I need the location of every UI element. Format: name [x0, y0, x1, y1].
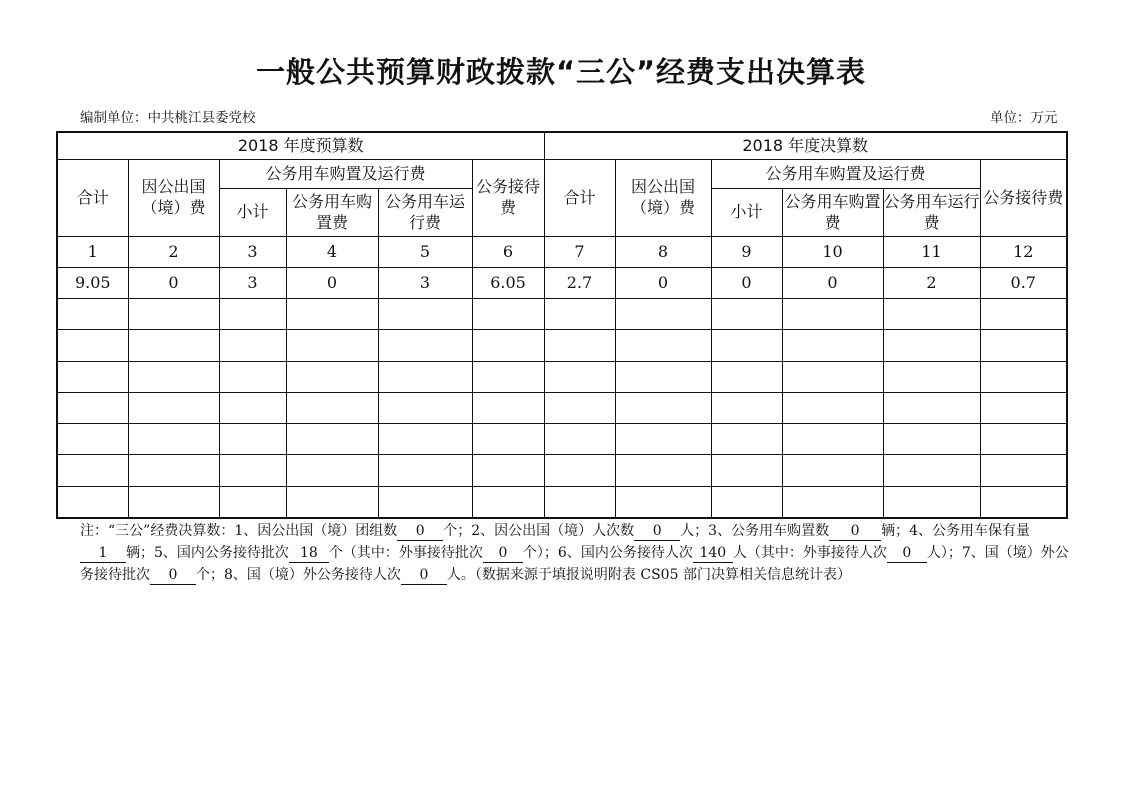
compiling-unit: 编制单位：中共桃江县委党校 — [80, 110, 256, 126]
column-number: 8 — [615, 236, 711, 267]
final-total-header: 合计 — [544, 160, 615, 237]
domestic-reception-person-value: 140 — [693, 545, 733, 563]
value-cell: 0.7 — [980, 268, 1067, 299]
budget-subtotal-header: 小计 — [219, 189, 286, 236]
column-number: 10 — [782, 236, 883, 267]
overseas-reception-person-value: 0 — [401, 567, 447, 585]
column-number: 11 — [883, 236, 980, 267]
column-number: 7 — [544, 236, 615, 267]
value-row — [57, 268, 1067, 299]
column-number: 3 — [219, 236, 286, 267]
budget-vehicle-header: 公务用车购置及运行费 — [219, 160, 472, 189]
value-cell: 3 — [219, 268, 286, 299]
empty-row — [57, 486, 1067, 518]
abroad-person-count-value: 0 — [634, 523, 680, 541]
empty-row — [57, 330, 1067, 361]
column-number: 5 — [378, 236, 472, 267]
final-purchase-header: 公务用车购置费 — [782, 189, 883, 236]
final-vehicle-header: 公务用车购置及运行费 — [711, 160, 980, 189]
budget-year-header: 2018 年度预算数 — [57, 132, 544, 160]
footnote-line: 注：“三公”经费决算数：1、因公出国（境）团组数 0 个；2、因公出国（境）人次数 0 人；3、公务用车购置数 0 辆；4、公务用车保有量1 辆；5、国内公务接待批次 18 个（其中：外事接待批次 0 个）；6、国内公务接待人次 140 人（其中：外事接待人次 0 人）；7、国（境）外公务接待批次 0 个；8、国（境）外公务接待人次 0 人。（数据来源于填报说明附表 CS05 部门决算相关信息统计表） — [80, 523, 1069, 583]
budget-abroad-header: 因公出国（境）费 — [128, 160, 219, 237]
budget-operation-header: 公务用车运行费 — [378, 189, 472, 236]
value-cell: 9.05 — [57, 268, 128, 299]
budget-purchase-header: 公务用车购置费 — [286, 189, 378, 236]
final-abroad-header: 因公出国（境）费 — [615, 160, 711, 237]
currency-unit: 单位：万元 — [990, 110, 1058, 126]
delegation-count-value: 0 — [397, 523, 443, 541]
value-cell: 2 — [883, 268, 980, 299]
final-operation-header: 公务用车运行费 — [883, 189, 980, 236]
value-cell: 0 — [128, 268, 219, 299]
column-number: 9 — [711, 236, 782, 267]
value-cell: 2.7 — [544, 268, 615, 299]
column-number: 12 — [980, 236, 1067, 267]
value-cell: 0 — [711, 268, 782, 299]
final-subtotal-header: 小计 — [711, 189, 782, 236]
empty-row — [57, 299, 1067, 330]
budget-total-header: 合计 — [57, 160, 128, 237]
column-number: 6 — [472, 236, 544, 267]
foreign-reception-person-value: 0 — [887, 545, 927, 563]
budget-reception-header: 公务接待费 — [472, 160, 544, 237]
value-cell: 0 — [615, 268, 711, 299]
value-cell: 3 — [378, 268, 472, 299]
column-number: 2 — [128, 236, 219, 267]
domestic-reception-batch-value: 18 — [289, 545, 329, 563]
footnote — [48, 520, 1072, 586]
column-number-row — [57, 236, 1067, 267]
expense-table — [56, 131, 1068, 519]
value-cell: 0 — [286, 268, 378, 299]
year-header-row — [57, 132, 1067, 160]
value-cell: 0 — [782, 268, 883, 299]
value-cell: 6.05 — [472, 268, 544, 299]
final-year-header: 2018 年度决算数 — [544, 132, 1067, 160]
page-title: 一般公共预算财政拨款“三公”经费支出决算表 — [255, 55, 867, 89]
empty-row — [57, 361, 1067, 392]
column-number: 4 — [286, 236, 378, 267]
empty-row — [57, 392, 1067, 423]
vehicle-holding-count-value: 1 — [80, 545, 126, 563]
vehicle-purchase-count-value: 0 — [829, 523, 881, 541]
empty-row — [57, 455, 1067, 486]
column-header-row — [57, 160, 1067, 189]
foreign-reception-batch-value: 0 — [483, 545, 523, 563]
empty-row — [57, 424, 1067, 455]
final-reception-header: 公务接待费 — [980, 160, 1067, 237]
column-number: 1 — [57, 236, 128, 267]
overseas-reception-batch-value: 0 — [150, 567, 196, 585]
